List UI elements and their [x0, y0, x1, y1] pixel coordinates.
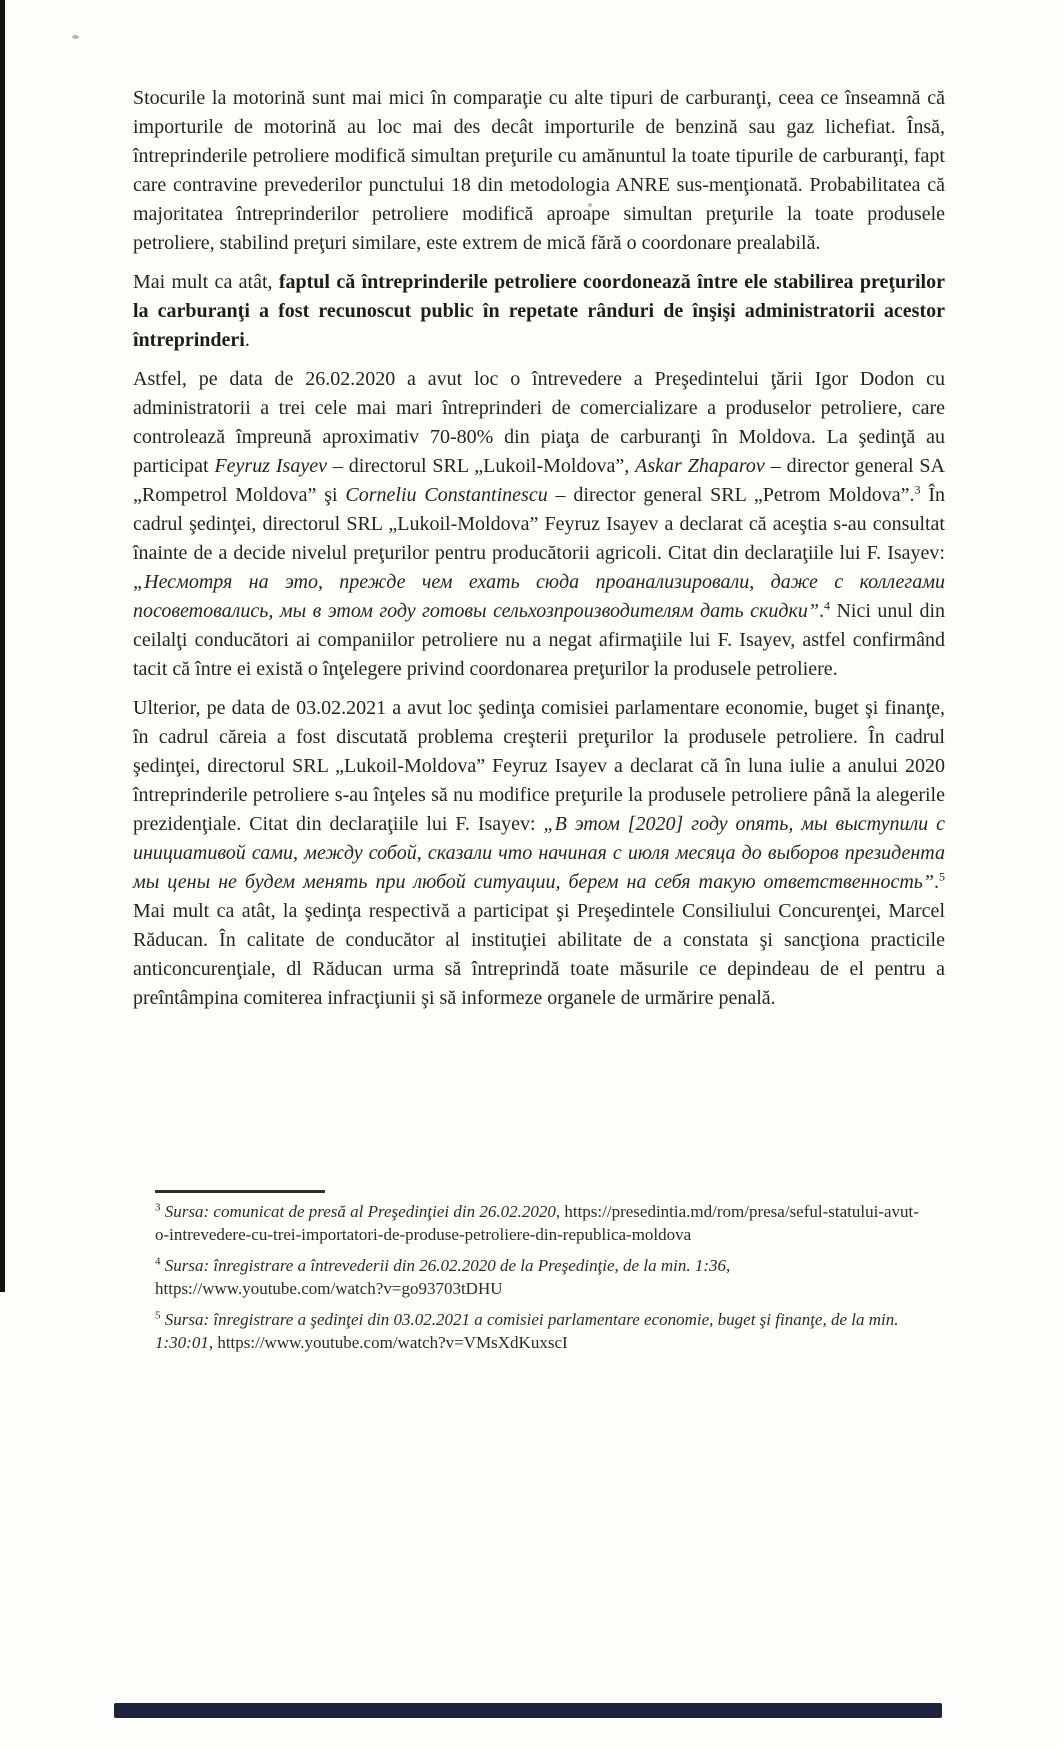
bold-statement: faptul că întreprinderile petroliere coordonează între ele stabilirea preţurilor la carburanţi a fost recunoscut public în repetate rânduri de înşişi administratorii acestor întreprinderi — [133, 271, 945, 351]
footnote-url: https://www.youtube.com/watch?v=go93703tDHU — [155, 1279, 503, 1298]
paragraph-text: – director general SRL „Petrom Moldova”. — [547, 484, 915, 506]
footnote-source: Sursa: comunicat de presă al Preşedinţiei din 26.02.2020 — [160, 1202, 556, 1221]
footnote-ref-5: 5 — [939, 869, 945, 884]
paragraph-text: Astfel, pe data de 26.02.2020 a avut loc o întrevedere a Preşedintelui ţării Igor Dodon cu administratorii a trei cele mai mari întreprinderi de comercializare a produselor petroliere, care controlează împreună aproximativ 70-80% din piaţa de carburanţi în Moldova. La şedinţă au participat — [133, 368, 945, 477]
paragraph-2 — [133, 268, 945, 355]
footnote-url: o-intrevedere-cu-trei-importatori-de-produse-petroliere-din-republica-moldova — [155, 1225, 692, 1244]
footnote-text: , — [555, 1202, 565, 1221]
person-name: Feyruz Isayev — [214, 455, 327, 477]
paragraph-text: . — [244, 329, 250, 351]
footnote-5 — [155, 1308, 977, 1354]
paragraph-text: Nici unul din ceilalţi conducători ai companiilor petroliere nu a negat afirmaţiile lui F. Isayev, astfel confirmând tacit că între ei există o înţelegere privind coordonarea preţurilor la produsele petroliere. — [133, 600, 946, 680]
paragraph-text: Stocurile la motorină sunt mai mici în comparaţie cu alte tipuri de carburanţi, ceea ce înseamnă că importurile de motorină au loc mai des decât importurile de benzină sau gaz lichefiat. Însă, întreprinderile petroliere modifică simultan preţurile cu amănuntul la toate tipurile de carburanţi, fapt care contravine prevederilor punctului 18 din metodologia ANRE sus-menţionată. Probabilitatea că majoritatea întreprinderilor petroliere modifică aproape simultan preţurile la toate produsele petroliere, stabilind preţuri similare, este extrem de mică fără o coordonare prealabilă. — [133, 87, 945, 254]
quote-russian: „Несмотря на это, прежде чем ехать сюда проанализировали, даже с коллегами посоветовались, мы в этом году готовы сельхозпроизводителям дать скидки” — [133, 571, 945, 622]
paragraph-text: Mai mult ca atât, — [133, 271, 279, 293]
footnote-marker: 5 — [155, 1309, 161, 1322]
paragraph-text: – director general SA „Rompetrol Moldova” şi — [133, 455, 945, 506]
document-body — [133, 84, 945, 1023]
footnote-source: 1:30:01, — [155, 1333, 214, 1352]
paragraph-text: Mai mult ca atât, la şedinţa respectivă a participat şi Preşedintele Consiliului Concurenţei, Marcel Răducan. În calitate de conducător al instituţiei abilitate de a constata şi sancţiona practicile anticoncurenţiale, dl Răducan urma să întreprindă toate măsurile ce depindeau de el pentru a preîntâmpina comiterea infracţiunii şi să informeze organele de urmărire penală. — [133, 900, 945, 1009]
footnote-url: https://www.youtube.com/watch?v=VMsXdKuxscI — [213, 1333, 568, 1352]
quote-russian: „В этом [2020] году опять, мы выступили с инициативой сами, между собой, сказали что начиная с июля месяца до выборов президента мы цены не будем менять при любой ситуации, берем на себя такую ответственность” — [133, 813, 945, 893]
scan-artifact-bar — [114, 1703, 942, 1718]
paragraph-4 — [133, 694, 945, 1013]
footnote-3 — [155, 1200, 977, 1246]
footnote-marker: 3 — [155, 1201, 161, 1214]
person-name: Corneliu Constantinescu — [345, 484, 548, 506]
footnotes-section — [155, 1200, 977, 1362]
paragraph-text: – directorul SRL „Lukoil-Moldova”, — [326, 455, 636, 477]
footnote-ref-3: 3 — [914, 482, 921, 497]
scan-speck — [72, 35, 79, 39]
person-name: Askar Zhaparov — [635, 455, 765, 477]
paragraph-text: . — [818, 600, 824, 622]
scan-edge-line — [0, 0, 5, 1292]
paragraph-text: În cadrul şedinţei, directorul SRL „Lukoil-Moldova” Feyruz Isayev a declarat că aceştia s-au consultat înainte de a decide nivelul preţurilor pentru producătorii agricoli. Citat din declaraţiile lui F. Isayev: — [133, 484, 946, 564]
paragraph-text: . — [934, 871, 939, 893]
paragraph-text: Ulterior, pe data de 03.02.2021 a avut loc şedinţa comisiei parlamentare economie, buget şi finanţe, în cadrul căreia a fost discutată problema creşterii preţurilor la produsele petroliere. În cadrul şedinţei, directorul SRL „Lukoil-Moldova” Feyruz Isayev a declarat că în luna iulie a anului 2020 întreprinderile petroliere s-au înţeles să nu modifice preţurile la produsele petroliere până la alegerile prezidenţiale. Citat din declaraţiile lui F. Isayev: — [133, 697, 945, 835]
footnote-source: Sursa: înregistrare a întrevederii din 26.02.2020 de la Preşedinţie, de la min. 1:36, — [160, 1256, 731, 1275]
paragraph-3 — [133, 365, 945, 684]
paragraph-1 — [133, 84, 945, 258]
footnote-4 — [155, 1254, 977, 1300]
footnote-marker: 4 — [155, 1255, 161, 1268]
footnote-ref-4: 4 — [823, 598, 830, 613]
footnote-source: Sursa: înregistrare a şedinţei din 03.02.2021 a comisiei parlamentare economie, buget şi finanţe, de la min. — [160, 1310, 899, 1329]
footnote-url: https://presedintia.md/rom/presa/seful-statului-avut- — [564, 1202, 919, 1221]
footnote-separator — [155, 1190, 325, 1193]
